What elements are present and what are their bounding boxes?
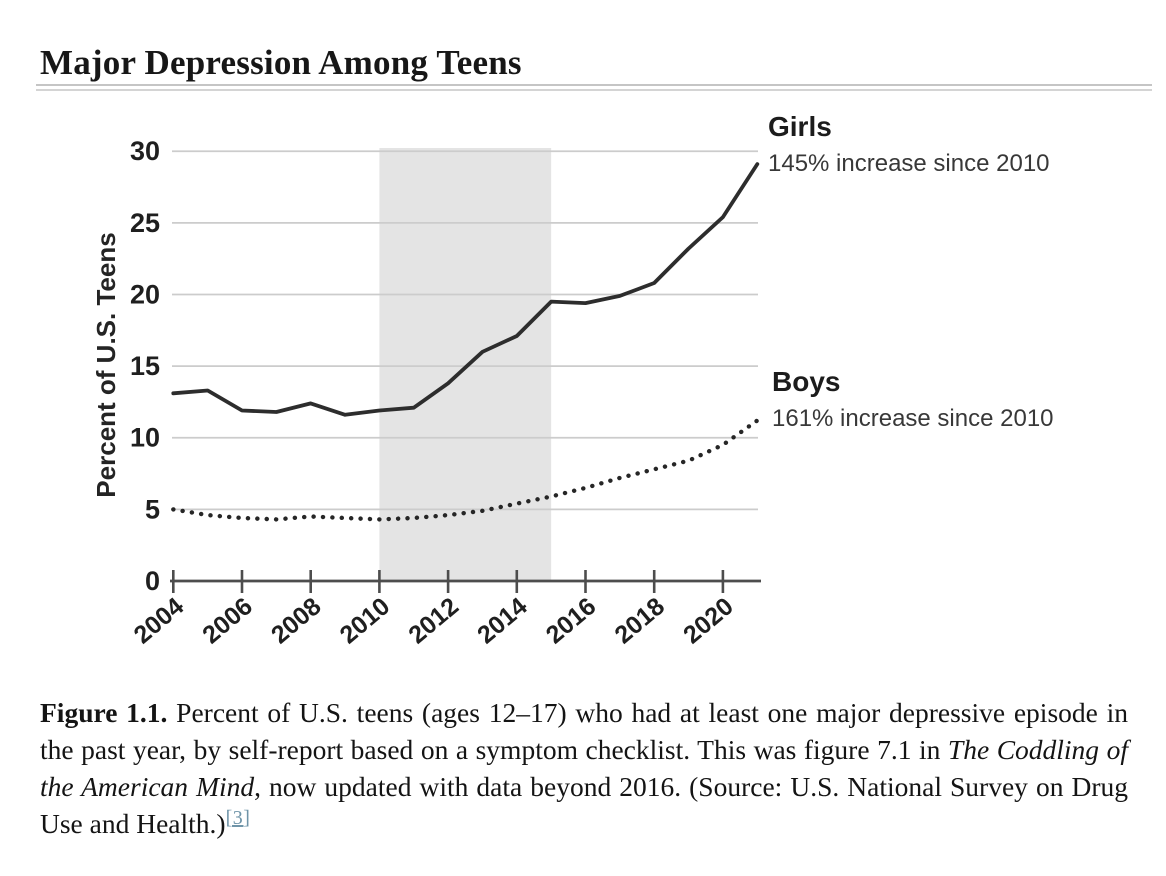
title-divider [36, 84, 1152, 91]
highlight-band [379, 148, 551, 581]
footnote-link[interactable]: [3] [225, 806, 251, 829]
y-tick-label-30: 30 [129, 136, 160, 167]
x-tick-label-2018: 2018 [609, 592, 671, 650]
page-title: Major Depression Among Teens [40, 43, 522, 83]
y-tick-label-15: 15 [129, 351, 160, 382]
x-tick-label-2006: 2006 [197, 592, 258, 650]
x-tick-label-2010: 2010 [334, 592, 396, 650]
x-tick-label-2014: 2014 [472, 592, 533, 650]
y-tick-label-20: 20 [129, 279, 160, 310]
x-tick-label-2020: 2020 [678, 592, 739, 650]
girls-legend-detail: 145% increase since 2010 [768, 150, 1050, 177]
boys-legend-title: Boys [772, 366, 841, 397]
y-axis-title: Percent of U.S. Teens [91, 232, 121, 498]
x-tick-label-2008: 2008 [265, 592, 327, 650]
y-tick-label-5: 5 [144, 494, 160, 525]
y-tick-label-0: 0 [144, 566, 160, 596]
y-tick-label-10: 10 [129, 422, 160, 453]
x-tick-label-2004: 2004 [128, 592, 190, 650]
caption-segment: The Coddling of the American Mind [40, 733, 1128, 802]
y-tick-label-25: 25 [129, 207, 160, 238]
caption-segment: Percent of U.S. teens (ages 12–17) who had at least one major depressive episode in the past year, by self-report based on a symptom checklist. This was figure 7.1 in [40, 696, 1128, 765]
x-tick-label-2012: 2012 [403, 592, 464, 650]
girls-legend [768, 112, 1050, 178]
figure-caption [40, 694, 1128, 846]
boys-legend [772, 367, 1054, 433]
boys-legend-detail: 161% increase since 2010 [772, 405, 1054, 432]
x-tick-label-2016: 2016 [540, 592, 602, 650]
caption-segment: Figure 1.1. [40, 696, 168, 728]
girls-legend-title: Girls [768, 111, 832, 142]
caption-segment: , now updated with data beyond 2016. (Source: U.S. National Survey on Drug Use and Health.) [40, 770, 1128, 839]
